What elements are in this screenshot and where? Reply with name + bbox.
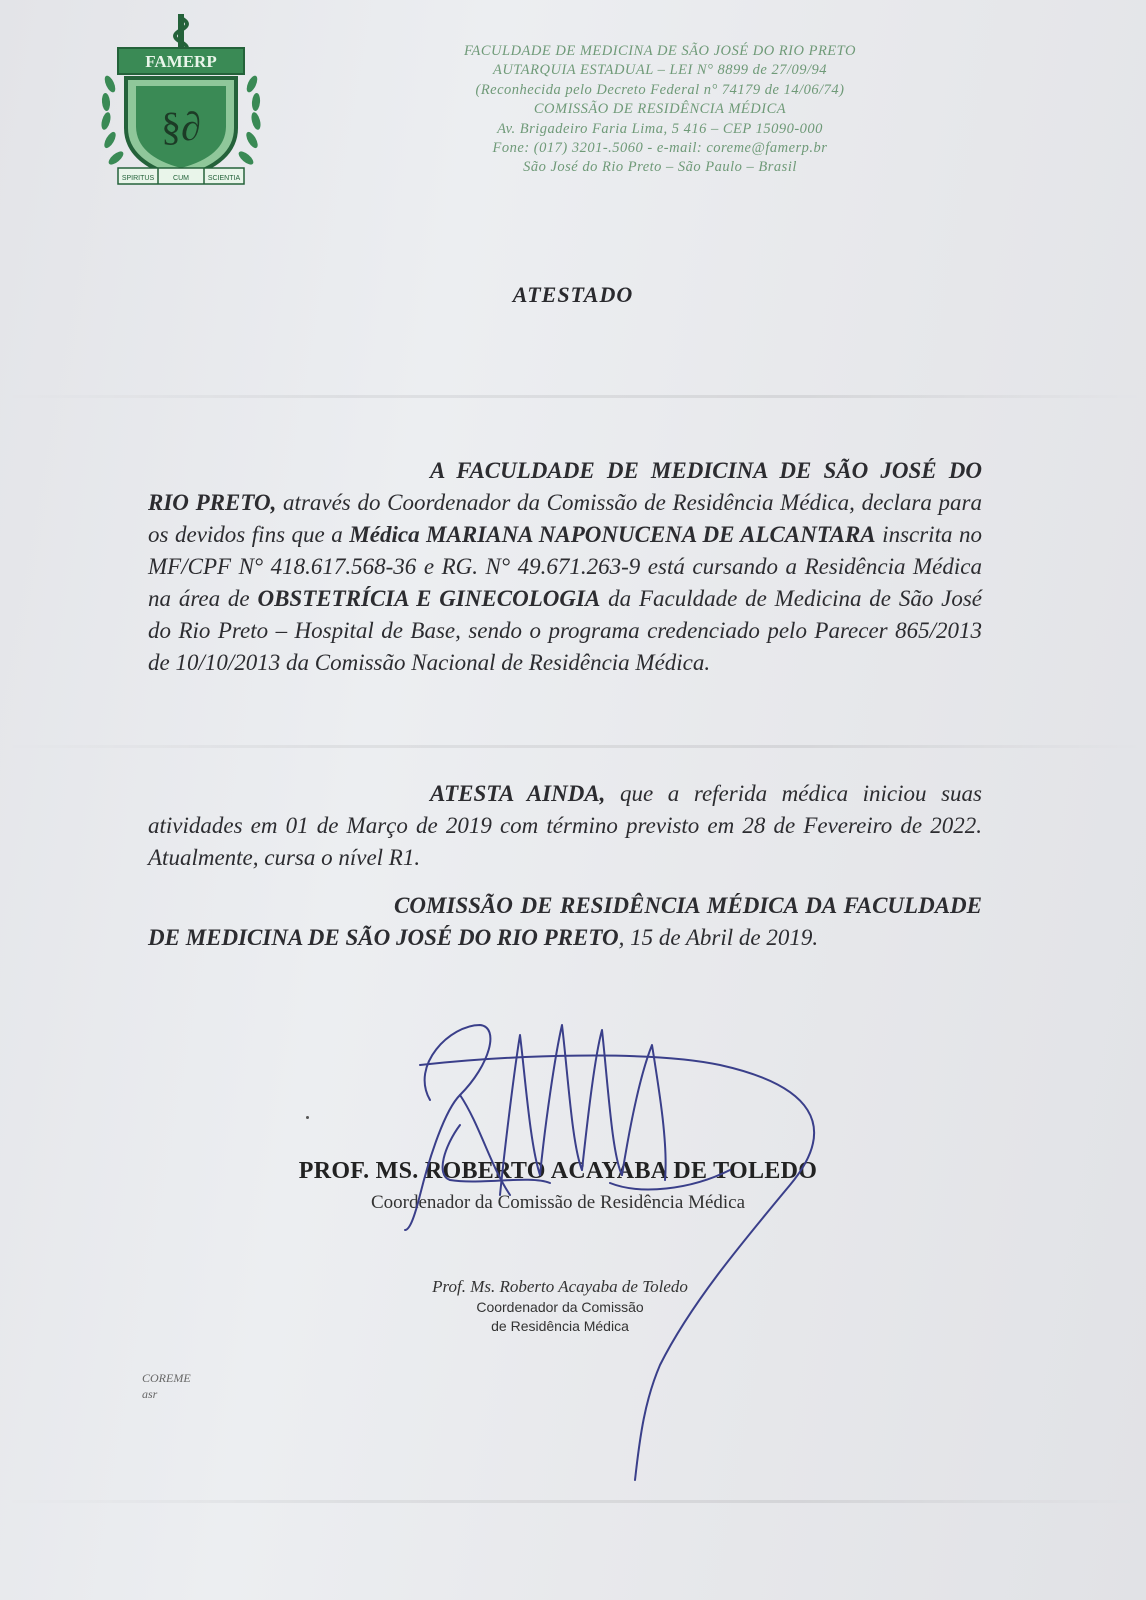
svg-text:CUM: CUM	[173, 175, 189, 182]
famerp-logo	[96, 8, 266, 198]
letterhead-line: Av. Brigadeiro Faria Lima, 5 416 – CEP 15090-000	[497, 120, 823, 137]
letterhead-line: Fone: (017) 3201-.5060 - e-mail: coreme@famerp.br	[492, 140, 828, 157]
handwritten-signature	[390, 1005, 850, 1485]
physician-name: Médica MARIANA NAPONUCENA DE ALCANTARA	[349, 522, 876, 547]
paragraph-text: através do Coordenador da Comissão de Residência Médica, declara para os devidos fins que a	[148, 490, 982, 547]
residency-area: OBSTETRÍCIA E GINECOLOGIA	[257, 586, 601, 611]
paper-crease	[0, 745, 1146, 748]
document-title: ATESTADO	[512, 282, 634, 307]
letterhead-line: FACULDADE DE MEDICINA DE SÃO JOSÉ DO RIO PRETO	[464, 43, 856, 59]
letterhead-line: AUTARQUIA ESTADUAL – LEI N° 8899 de 27/09/94	[492, 62, 828, 79]
letterhead-line: São José do Rio Preto – São Paulo – Brasil	[523, 159, 797, 176]
paper-crease	[0, 1500, 1146, 1503]
svg-text:SPIRITUS: SPIRITUS	[121, 175, 155, 182]
paragraph-place-date	[148, 890, 982, 954]
svg-text:§∂: §∂	[161, 104, 201, 149]
document-date: , 15 de Abril de 2019.	[618, 925, 819, 950]
footer-line: asr	[142, 1387, 158, 1401]
svg-text:FAMERP: FAMERP	[145, 52, 217, 71]
letterhead	[380, 42, 940, 178]
stamp-line: de Residência Médica	[491, 1318, 629, 1334]
stamp-line: Coordenador da Comissão	[476, 1299, 644, 1315]
signatory-role: Coordenador da Comissão de Residência Médica	[370, 1192, 746, 1213]
footer-reference	[142, 1370, 191, 1402]
paragraph-declaration	[148, 455, 982, 679]
stamp-name: Prof. Ms. Roberto Acayaba de Toledo	[432, 1277, 688, 1296]
letterhead-line: (Reconhecida pelo Decreto Federal n° 74179 de 14/06/74)	[475, 81, 845, 98]
paper-crease	[0, 395, 1146, 398]
svg-text:SCIENTIA: SCIENTIA	[207, 175, 241, 182]
footer-line: COREME	[142, 1371, 191, 1385]
committee-name: COMISSÃO DE RESIDÊNCIA MÉDICA DA FACULDADE DE MEDICINA DE SÃO JOSÉ DO RIO PRETO	[148, 893, 982, 950]
paragraph-attestation	[148, 778, 982, 874]
institution-name: A FACULDADE DE MEDICINA DE SÃO JOSÉ DO RIO PRETO,	[148, 458, 982, 515]
ink-dot	[306, 1116, 309, 1119]
paragraph-text: que a referida médica iniciou suas atividades em 01 de Março de 2019 com término previsto em 28 de Fevereiro de 2022. Atualmente, cursa o nível R1.	[148, 781, 983, 870]
letterhead-line: COMISSÃO DE RESIDÊNCIA MÉDICA	[533, 101, 787, 118]
attestation-lead: ATESTA AINDA,	[430, 781, 606, 806]
signatory-name: PROF. MS. ROBERTO ACAYABA DE TOLEDO	[298, 1158, 818, 1184]
paragraph-text: da Faculdade de Medicina de São José do Rio Preto – Hospital de Base, sendo o programa credenciado pelo Parecer 865/2013 de 10/10/2013 da Comissão Nacional de Residência Médica.	[148, 586, 983, 675]
paragraph-text: inscrita no MF/CPF N° 418.617.568-36 e RG. N° 49.671.263-9 está cursando a Residência Médica na área de	[148, 522, 982, 611]
